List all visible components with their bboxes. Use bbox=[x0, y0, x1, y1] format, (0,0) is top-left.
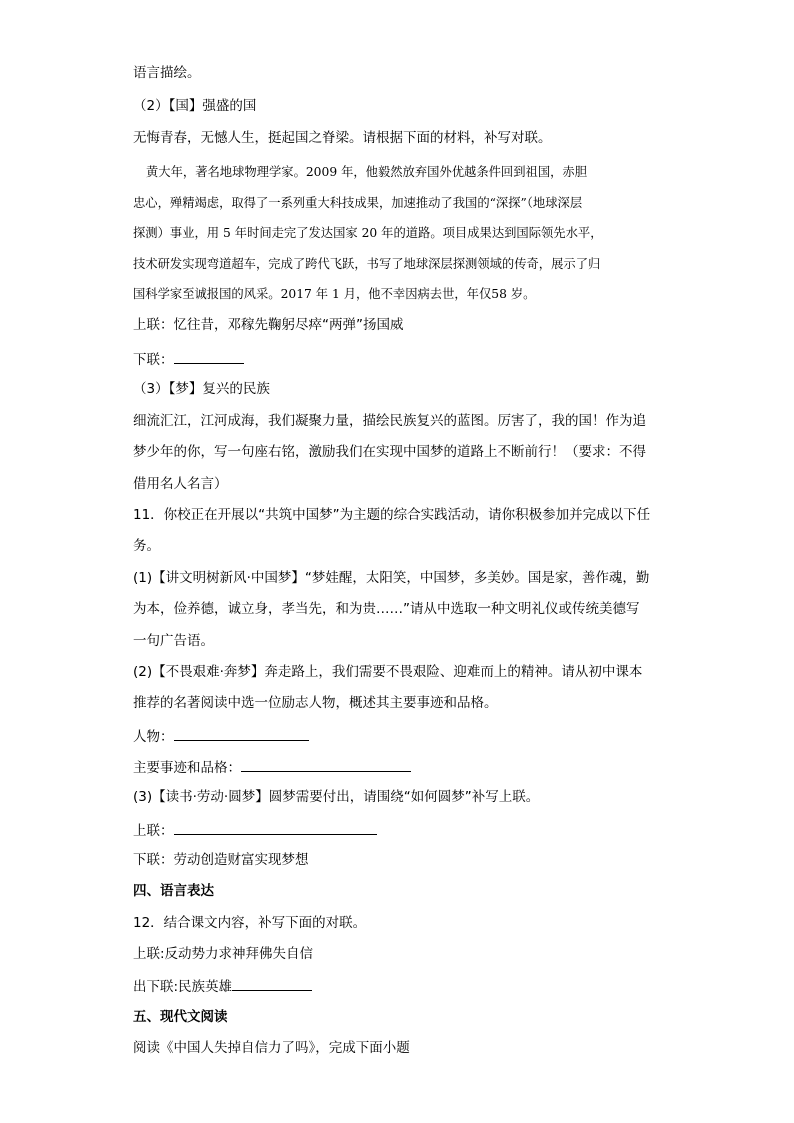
question-line: 11．你校正在开展以“共筑中国梦”为主题的综合实践活动，请你积极参加并完成以下任 bbox=[133, 507, 651, 523]
text-line: (1)【讲文明树新风·中国梦】“梦娃醒，太阳笑，中国梦，多美妙。国是家，善作魂，勤 bbox=[133, 570, 650, 586]
text-line: 阅读《中国人失掉自信力了吗》，完成下面小题 bbox=[133, 1040, 410, 1056]
answer-blank[interactable] bbox=[174, 820, 377, 835]
answer-label: 上联： bbox=[133, 823, 174, 839]
text-line: 梦少年的你，写一句座右铭，激励我们在实现中国梦的道路上不断前行！（要求：不得 bbox=[133, 444, 646, 460]
answer-blank[interactable] bbox=[174, 349, 244, 364]
text-line: 务。 bbox=[133, 538, 160, 554]
quote-line: 技术研发实现弯道超车，完成了跨代飞跃，书写了地球深层探测领域的传奇，展示了归 bbox=[133, 257, 601, 271]
text-line: 无悔青春，无憾人生，挺起国之脊梁。请根据下面的材料，补写对联。 bbox=[133, 130, 552, 146]
text-line: 上联:反动势力求神拜佛失自信 bbox=[133, 946, 314, 962]
answer-label: 出下联:民族英雄 bbox=[133, 979, 233, 995]
answer-label: 下联： bbox=[133, 352, 174, 368]
text-line: 为本，俭养德，诚立身，孝当先，和为贵……”请从中选取一种文明礼仪或传统美德写 bbox=[133, 601, 640, 617]
answer-blank[interactable] bbox=[232, 976, 312, 991]
question-line: 12．结合课文内容，补写下面的对联。 bbox=[133, 915, 367, 931]
answer-line bbox=[133, 349, 244, 369]
text-line: 上联：忆往昔，邓稼先鞠躬尽瘁“两弹”扬国威 bbox=[133, 317, 404, 333]
answer-label: 人物： bbox=[133, 729, 174, 745]
quote-line: 忠心，殚精竭虑，取得了一系列重大科技成果，加速推动了我国的“深探”（地球深层 bbox=[133, 196, 583, 210]
text-line: 借用名人名言） bbox=[133, 476, 228, 492]
quote-line: 探测）事业，用 5 年时间走完了发达国家 20 年的道路。项目成果达到国际领先水平， bbox=[133, 226, 603, 240]
answer-blank[interactable] bbox=[241, 757, 411, 772]
subsection-heading: （2）【国】强盛的国 bbox=[133, 98, 257, 114]
quote-line: 国科学家至诚报国的风采。2017 年 1 月，他不幸因病去世，年仅58 岁。 bbox=[133, 287, 536, 301]
answer-line bbox=[133, 757, 411, 777]
section-heading: 四、语言表达 bbox=[133, 883, 214, 899]
text-line: 推荐的名著阅读中选一位励志人物，概述其主要事迹和品格。 bbox=[133, 695, 498, 711]
answer-line bbox=[133, 726, 309, 746]
text-line: (3)【读书·劳动·圆梦】圆梦需要付出，请围绕“如何圆梦”补写上联。 bbox=[133, 789, 540, 805]
text-line: 下联：劳动创造财富实现梦想 bbox=[133, 852, 309, 868]
text-line: 一句广告语。 bbox=[133, 633, 214, 649]
answer-label: 主要事迹和品格： bbox=[133, 760, 241, 776]
answer-line bbox=[133, 820, 377, 840]
text-line: 语言描绘。 bbox=[133, 65, 201, 81]
text-line: (2)【不畏艰难·奔梦】奔走路上，我们需要不畏艰险、迎难而上的精神。请从初中课本 bbox=[133, 664, 643, 680]
answer-line bbox=[133, 976, 312, 996]
section-heading: 五、现代文阅读 bbox=[133, 1009, 228, 1025]
subsection-heading: （3）【梦】复兴的民族 bbox=[133, 381, 270, 397]
answer-blank[interactable] bbox=[174, 726, 309, 741]
text-line: 细流汇江，江河成海，我们凝聚力量，描绘民族复兴的蓝图。厉害了，我的国！作为追 bbox=[133, 413, 646, 429]
quote-line: 黄大年，著名地球物理学家。2009 年，他毅然放弃国外优越条件回到祖国，赤胆 bbox=[146, 165, 588, 179]
